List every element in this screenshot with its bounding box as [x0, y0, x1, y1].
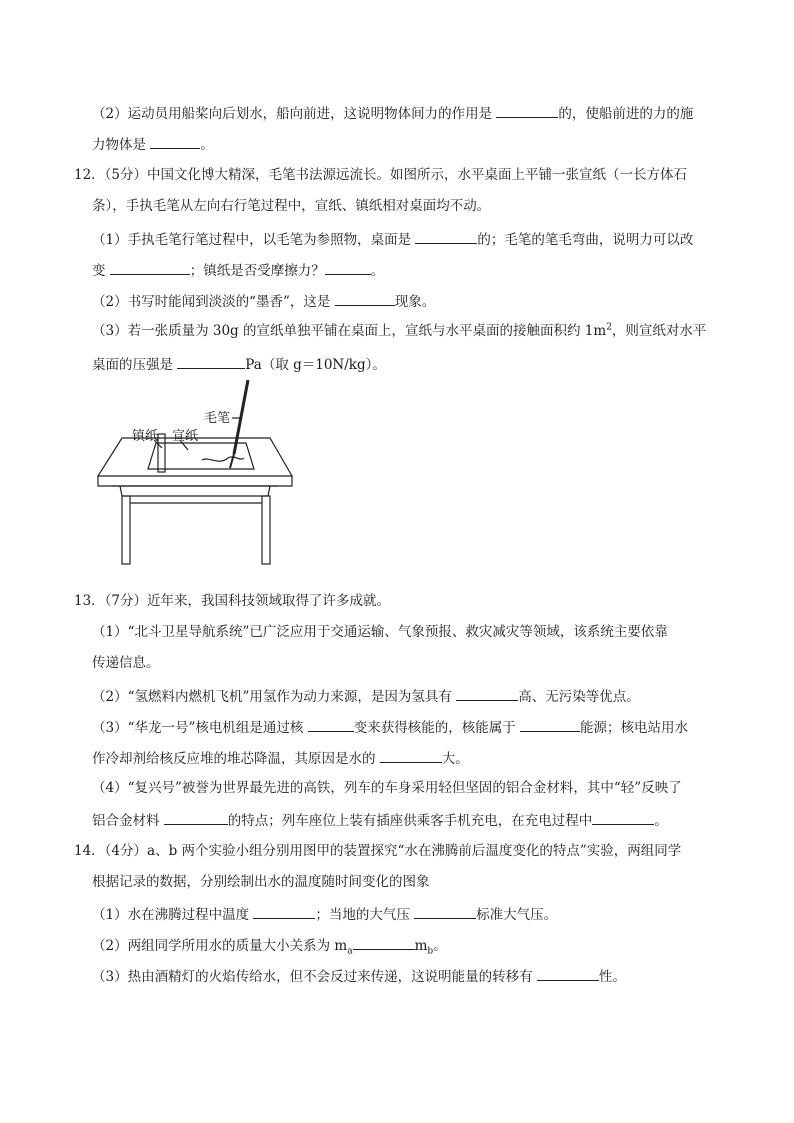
text: 。	[654, 813, 668, 829]
text: 作冷却剂给核反应堆的堆芯降温，其原因是水的	[92, 751, 376, 767]
text: 的；毛笔的笔毛弯曲，说明力可以改	[477, 232, 694, 248]
q13-part3-line2	[92, 748, 469, 768]
brush-tip	[230, 454, 234, 468]
text: 现象。	[394, 294, 436, 310]
answer-blank[interactable]	[414, 904, 476, 919]
q11-part2-line1	[92, 103, 693, 123]
text: 能源；核电站用水	[580, 720, 688, 736]
text: （2）两组同学所用水的质量大小关系为 m	[92, 938, 348, 954]
q14-heading-line1	[74, 842, 681, 860]
text: 桌面的压强是	[92, 357, 173, 373]
answer-blank[interactable]	[353, 935, 415, 950]
text: ；镇纸是否受摩擦力？	[189, 263, 325, 279]
text: ；当地的大气压	[315, 907, 410, 923]
q11-part2-line2	[92, 134, 214, 154]
text: 变来获得核能的，核能属于	[353, 720, 516, 736]
text: 。	[433, 938, 447, 954]
text: （2）运动员用船桨向后划水，船向前进，这说明物体间力的作用是	[92, 106, 493, 122]
figure-svg	[92, 378, 302, 568]
text: 的特点；列车座位上装有插座供乘客手机充电，在充电过程中	[227, 813, 593, 829]
q13-part4-line1	[92, 779, 682, 797]
answer-blank[interactable]	[150, 134, 200, 149]
q12-part2-line	[92, 291, 435, 311]
rice-paper	[148, 443, 254, 469]
text: 14．（4分）a、b 两个实验小组分别用图甲的装置探究“水在沸腾前后温度变化的特点”实验，两组同学	[74, 843, 682, 859]
text: 铝合金材料	[92, 813, 160, 829]
q14-part3-line	[92, 966, 626, 986]
answer-blank[interactable]	[456, 686, 518, 701]
answer-blank[interactable]	[496, 103, 558, 118]
text: 根据记录的数据，分别绘制出水的温度随时间变化的图象	[92, 874, 430, 890]
q13-part2-line	[92, 686, 640, 706]
answer-blank[interactable]	[537, 966, 599, 981]
text: 12．（5分）中国文化博大精深，毛笔书法源远流长。如图所示，水平桌面上平铺一张宣纸（一长方体石	[74, 167, 688, 183]
answer-blank[interactable]	[415, 229, 477, 244]
text: 性。	[598, 969, 626, 985]
text: 条），手执毛笔从左向右行笔过程中，宣纸、镇纸相对桌面均不动。	[92, 198, 491, 214]
answer-blank[interactable]	[520, 717, 580, 732]
q12-part3-line1	[92, 322, 706, 340]
q12-part3-line2	[92, 354, 386, 374]
text: （3）热由酒精灯的火焰传给水，但不会反过来传递，这说明能量的转移有	[92, 969, 533, 985]
text: （3）“华龙一号”核电机组是通过核	[92, 720, 304, 736]
text: ，则宣纸对水平	[611, 323, 707, 339]
text: （1）手执毛笔行笔过程中，以毛笔为参照物，桌面是	[92, 232, 412, 248]
q14-heading-line2	[92, 873, 430, 891]
text: 变	[92, 263, 106, 279]
text: 大。	[441, 751, 469, 767]
q13-part1-line1	[92, 623, 668, 641]
text: 。	[200, 137, 214, 153]
text: 传递信息。	[92, 655, 160, 671]
table-brush-figure	[92, 378, 302, 568]
label-rice-paper: 宣纸	[172, 429, 199, 444]
answer-blank[interactable]	[335, 291, 395, 306]
q13-part3-line1	[92, 717, 688, 737]
text: 的，使船前进的力的施	[558, 106, 694, 122]
q13-heading	[74, 592, 390, 610]
text: 标准大气压。	[476, 907, 558, 923]
answer-blank[interactable]	[253, 904, 315, 919]
text: 力物体是	[92, 137, 146, 153]
answer-blank[interactable]	[308, 717, 354, 732]
answer-blank[interactable]	[177, 354, 245, 369]
text: （2）“氢燃料内燃机飞机”用氢作为动力来源，是因为氢具有	[92, 689, 452, 705]
text: 。	[370, 263, 385, 279]
text: 13．（7分）近年来，我国科技领域取得了许多成就。	[74, 593, 391, 609]
text: （1）水在沸腾过程中温度	[92, 907, 250, 923]
superscript: 2	[606, 322, 612, 333]
text: （4）“复兴号”被誉为世界最先进的高铁，列车的车身采用轻但坚固的铝合金材料，其中“轻”反映了	[92, 780, 682, 796]
subscript: b	[427, 946, 434, 957]
q14-part2-line: （2）两组同学所用水的质量大小关系为 $m_a$ $m_b$。	[92, 935, 447, 955]
text: （1）“北斗卫星导航系统”已广泛应用于交通运输、气象预报、救灾减灾等领域，该系统主要依靠	[92, 624, 668, 640]
text: 高、无污染等优点。	[518, 689, 640, 705]
table-leg-right	[262, 496, 270, 564]
label-brush: 毛笔	[204, 411, 231, 426]
text: （3）若一张质量为 30g 的宣纸单独平铺在桌面上，宣纸与水平桌面的接触面积约 1m	[92, 323, 607, 339]
text: Pa（取 g＝10N/kg）。	[245, 357, 386, 373]
q14-part1-line	[92, 904, 557, 924]
answer-blank[interactable]	[164, 810, 228, 825]
q12-part1-line1	[92, 229, 693, 249]
ink-stroke	[202, 457, 244, 461]
label-paperweight: 镇纸	[132, 429, 159, 444]
q13-part4-line2	[92, 810, 668, 830]
table-apron	[120, 486, 270, 496]
answer-blank[interactable]	[592, 810, 654, 825]
table-leg-left	[122, 496, 130, 564]
answer-blank[interactable]	[325, 260, 371, 275]
q13-part1-line2	[92, 654, 160, 672]
text: （2）书写时能闻到淡淡的“墨香”，这是	[92, 294, 331, 310]
q12-heading-line1	[74, 166, 687, 184]
q12-heading-line2	[92, 197, 490, 215]
paperweight	[158, 434, 165, 472]
answer-blank[interactable]	[380, 748, 442, 763]
table-edge	[98, 476, 292, 486]
subscript: a	[347, 946, 353, 957]
q12-part1-line2	[92, 260, 384, 280]
answer-blank[interactable]	[110, 260, 190, 275]
